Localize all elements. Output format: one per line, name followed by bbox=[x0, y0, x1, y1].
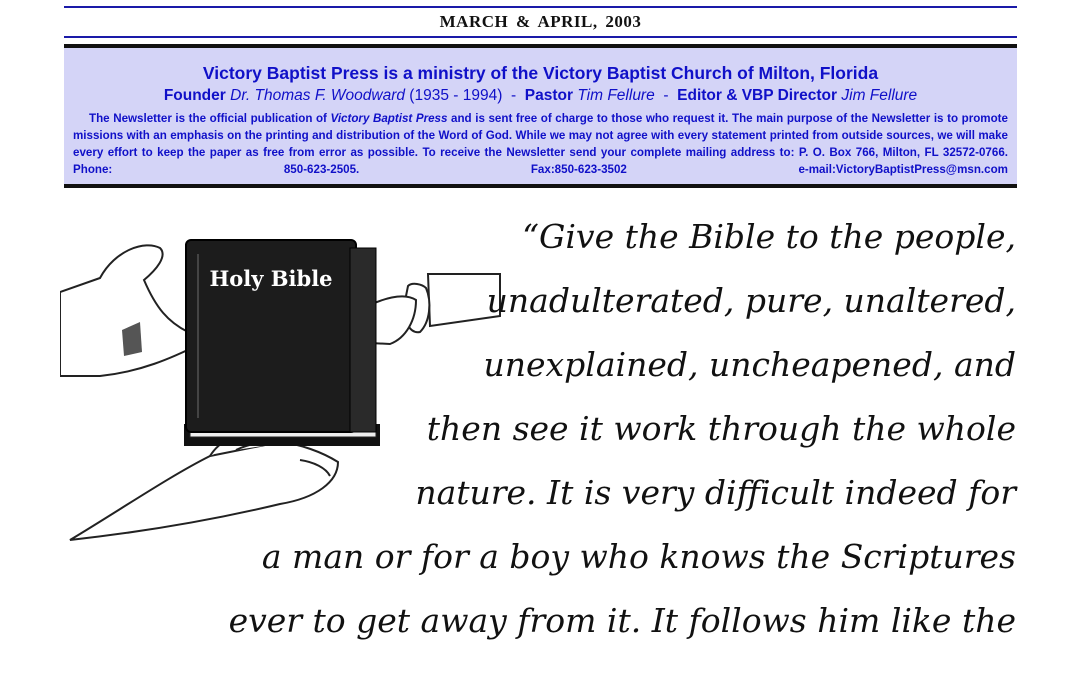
issue-date: MARCH & APRIL, 2003 bbox=[439, 12, 642, 31]
bible-cover-title: Holy Bible bbox=[209, 266, 333, 291]
editor-label: Editor & VBP Director bbox=[677, 87, 838, 104]
top-rule bbox=[64, 6, 1017, 8]
masthead-description bbox=[73, 110, 1008, 178]
pastor-name: Tim Fellure bbox=[577, 87, 655, 104]
quote-line: a man or for a boy who knows the Scriptures bbox=[261, 537, 1016, 576]
quote-line: unexplained, uncheapened, and bbox=[483, 345, 1016, 384]
founder-name: Dr. Thomas F. Woodward bbox=[230, 87, 405, 104]
description-lead: The Newsletter is the official publication of bbox=[89, 112, 327, 125]
editor-name: Jim Fellure bbox=[841, 87, 918, 104]
credits-separator: - bbox=[663, 87, 669, 104]
quote-line: ever to get away from it. It follows him like the bbox=[228, 601, 1016, 640]
description-publication: Victory Baptist Press bbox=[330, 112, 448, 125]
masthead-box bbox=[64, 44, 1017, 188]
date-rule bbox=[64, 36, 1017, 38]
masthead-title: Victory Baptist Press is a ministry of the Victory Baptist Church of Milton, Florida bbox=[202, 63, 879, 83]
description-rest: and is sent free of charge to those who request it. The main purpose of the Newsletter is to promote missions with an emphasis on the printing and distribution of the Word of God. While we may not agree with every statement printed from outside sources, we will make every effort to keep the paper as free from error as possible. To receive the Newsletter send your complete mailing address to: P. O. Box 766, Milton, FL 32572-0766. Phone: 850-623-2505. Fax:850-623-3502 e-mail:VictoryBaptistPress@msn.com bbox=[73, 112, 1008, 176]
scripture-quote bbox=[116, 205, 1016, 653]
masthead-credits bbox=[64, 87, 1017, 105]
quote-line: “Give the Bible to the people, bbox=[522, 217, 1016, 256]
pastor-label: Pastor bbox=[524, 87, 574, 104]
quote-line: nature. It is very difficult indeed for bbox=[415, 473, 1016, 512]
founder-label: Founder bbox=[163, 87, 226, 104]
founder-years: (1935 - 1994) bbox=[409, 87, 503, 104]
quote-line: unadulterated, pure, unaltered, bbox=[486, 281, 1016, 320]
credits-separator: - bbox=[510, 87, 517, 104]
quote-line: then see it work through the whole bbox=[426, 409, 1016, 448]
